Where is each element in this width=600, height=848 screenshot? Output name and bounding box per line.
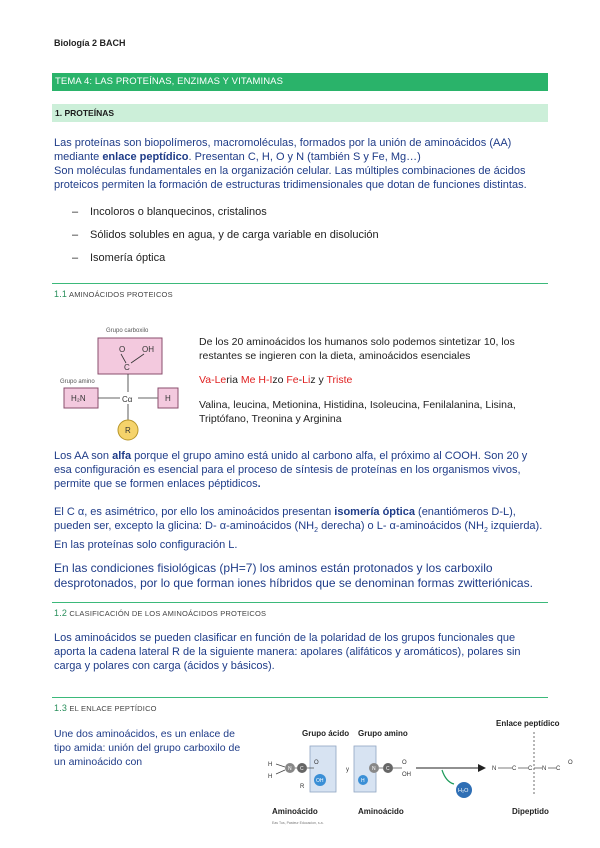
isomer-text-2: (enantiómeros D-L), pueden ser, excepto la glicina: D- α-aminoácidos (NH [54, 506, 516, 532]
mnemonic [199, 374, 352, 386]
hydrogen-label: H [361, 778, 365, 784]
dash-bullet: – [72, 252, 79, 264]
carbon-label: C [124, 363, 130, 372]
carbon-label: C [300, 766, 304, 772]
carbon-label: C [386, 766, 390, 772]
subsection-title: EL ENLACE PEPTÍDICO [69, 704, 157, 713]
zwitterion-paragraph: En las condiciones fisiológicas (pH=7) los aminos están protonados y los carboxilo desprotonados, por lo que forman iones híbridos que se denominan formas zwitteriónicas. [54, 561, 533, 590]
divider [52, 602, 548, 603]
list-item-text: Sólidos solubles en agua, y de carga variable en disolución [90, 229, 379, 241]
subsection-heading-1-3 [54, 703, 157, 713]
mnemonic-part: Li [302, 374, 311, 386]
alpha-bold: alfa [112, 450, 132, 462]
amino-group-label: Grupo amino [60, 379, 95, 385]
dipeptide-c-label: C [512, 766, 517, 772]
subsection-heading-1-1 [54, 289, 173, 299]
subscript: 2 [314, 527, 319, 535]
isomer-text-1: El C α, es asimétrico, por ello los aminoácidos presentan [54, 506, 335, 518]
list-item [72, 228, 379, 251]
peptide-paragraph: Une dos aminoácidos, es un enlace de tipo amida: unión del grupo carboxilo de un aminoácido con [54, 728, 241, 768]
essential-aa-text: De los 20 aminoácidos los humanos solo podemos sintetizar 10, los restantes se ingieren con la dieta, aminoácidos esenciales [199, 336, 515, 362]
subsection-number: 1.1 [54, 289, 68, 299]
amino-acid-1-label: Aminoácido [272, 807, 318, 816]
dash-bullet: – [72, 206, 79, 218]
hydroxyl-label: OH [316, 778, 324, 784]
image-credit: Eas Tus, Pasteur Educacion, s.a. [272, 821, 324, 825]
dipeptide-o-label: O [568, 760, 573, 766]
dipeptide-label: Dipeptido [512, 807, 549, 816]
alpha-carbon-label: Cα [122, 395, 133, 404]
alpha-text-1: Los AA son [54, 450, 113, 462]
peptide-bond-diagram [250, 716, 580, 846]
side-chain-label: R [300, 784, 305, 790]
intro-text-1: Las proteínas son biopolímeros, macromoléculas, formados por la unión de aminoácidos (AA) mediante [54, 137, 512, 163]
mnemonic-part: z y [310, 374, 327, 386]
list-item [72, 251, 379, 274]
alpha-paragraph [54, 449, 548, 491]
intro-bold: enlace peptídico [102, 151, 189, 163]
carboxyl-group-label: Grupo carboxilo [106, 328, 149, 334]
isomer-paragraph [54, 505, 548, 552]
classification-paragraph: Los aminoácidos se pueden clasificar en función de la polaridad de los grupos funcionales que aporta la cadena lateral R de la siguiente manera: apolares (alifáticos y aromáticos), polares sin carga y polares con carga (ácidos y básicos). [54, 632, 521, 672]
nitrogen-label: N [288, 766, 292, 772]
intro-paragraph [54, 136, 548, 192]
amino-acid-structure-diagram [56, 322, 196, 442]
mnemonic-part: Me [240, 374, 256, 386]
mnemonic-part: Fe [286, 374, 299, 386]
section-title-bar: 1. PROTEÍNAS [52, 104, 548, 122]
acid-group-label: Grupo ácido [302, 729, 350, 738]
isomer-text-4: izquierda). En las proteínas solo configuración L. [54, 520, 543, 552]
mnemonic-part: zo [272, 374, 287, 386]
water-label: H₂O [458, 788, 469, 794]
list-item [72, 205, 379, 228]
intro-text-3: Son moléculas fundamentales en la organización celular. Las múltiples combinaciones de ácidos proteicos permiten la formación de estructuras tridimensionales que dotan de funciones distintas. [54, 165, 527, 191]
intro-text-2: . Presentan C, H, O y N (también S y Fe, Mg…) [188, 151, 421, 163]
mnemonic-part: ria [226, 374, 241, 386]
water-release-arrow [442, 770, 454, 784]
bond-line [276, 764, 285, 767]
essential-aa-list: Valina, leucina, Metionina, Histidina, Isoleucina, Fenilalanina, Lisina, Triptófano, Treonina y Arginina [199, 399, 516, 425]
hydroxyl-label: OH [142, 345, 154, 354]
amino-acid-2-label: Aminoácido [358, 807, 404, 816]
subscript: 2 [483, 527, 488, 535]
dipeptide-n-label: N [492, 766, 497, 772]
properties-list [72, 205, 379, 274]
topic-title-bar: TEMA 4: LAS PROTEÍNAS, ENZIMAS Y VITAMINAS [52, 73, 548, 91]
subsection-title: CLASIFICACIÓN DE LOS AMINOÁCIDOS PROTEICOS [69, 609, 267, 618]
list-item-text: Incoloros o blanquecinos, cristalinos [90, 206, 267, 218]
mnemonic-part: -Le [211, 374, 227, 386]
dipeptide-c-label: C [556, 766, 561, 772]
hydroxyl-label: OH [402, 772, 411, 778]
hydrogen-label: H [165, 394, 171, 403]
isomer-bold: isomería óptica [334, 506, 415, 518]
dash-bullet: – [72, 229, 79, 241]
subsection-heading-1-2 [54, 608, 266, 618]
reaction-arrow-head [478, 764, 486, 772]
nitrogen-label: N [372, 766, 376, 772]
dipeptide-n-label: N [542, 766, 547, 772]
mnemonic-part: Triste [326, 374, 353, 386]
oxygen-label: O [119, 345, 126, 354]
amine-label: H₂N [71, 394, 86, 403]
oxygen-label: O [314, 760, 319, 766]
mnemonic-part: H-I [258, 374, 273, 386]
dipeptide-c-label: C [528, 766, 533, 772]
hydrogen-label: H [268, 762, 273, 768]
hydrogen-label: H [268, 774, 273, 780]
oxygen-label: O [402, 760, 407, 766]
alpha-text-2: porque el grupo amino está unido al carbono alfa, el próximo al COOH. Son 20 y esa configuración es esencial para el proceso de síntesis de proteínas en los organismos vivos, permite que se formen enlaces péptidicos [54, 450, 528, 490]
amino-group-label: Grupo amino [358, 729, 408, 738]
peptide-bond-label: Enlace peptídico [496, 719, 560, 728]
subsection-number: 1.2 [54, 608, 68, 618]
bond-line [276, 770, 285, 774]
side-chain-label: R [125, 426, 131, 435]
isomer-text-3: derecha) o L- α-aminoácidos (NH [318, 520, 484, 532]
alpha-dot: . [257, 478, 261, 490]
divider [52, 283, 548, 284]
divider [52, 697, 548, 698]
carboxyl-group-box [98, 338, 162, 374]
subsection-number: 1.3 [54, 703, 68, 713]
list-item-text: Isomería óptica [90, 252, 166, 264]
plus-y-label: y [346, 767, 349, 773]
mnemonic-part: - [298, 374, 303, 386]
course-header: Biología 2 BACH [54, 38, 126, 48]
mnemonic-part: Va [199, 374, 212, 386]
subsection-title: AMINOÁCIDOS PROTEICOS [69, 290, 173, 299]
